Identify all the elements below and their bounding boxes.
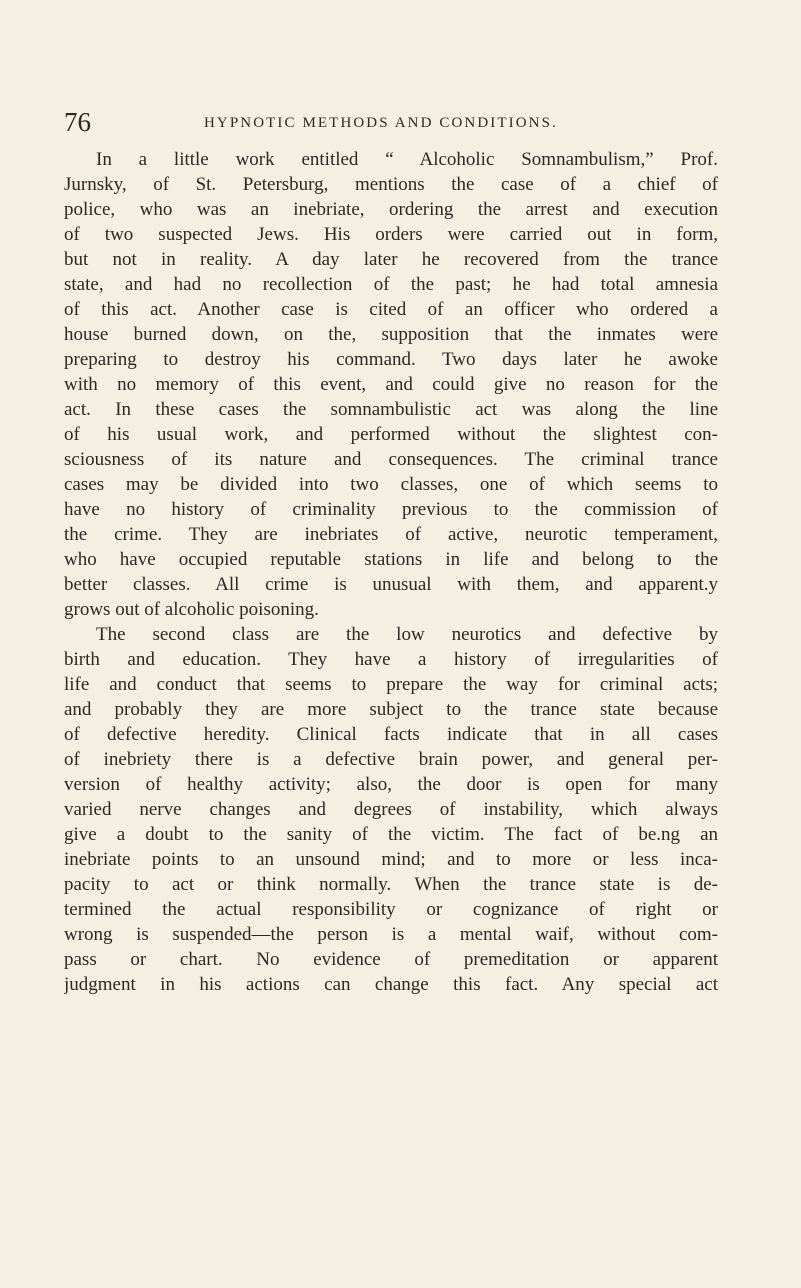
text-line: sciousness of its nature and consequences. The criminal trance <box>64 449 718 470</box>
text-line: grows out of alcoholic poisoning. <box>64 599 319 620</box>
text-line: act. In these cases the somnambulistic act was along the line <box>64 399 718 420</box>
text-line: preparing to destroy his command. Two days later he awoke <box>64 349 718 370</box>
text-line: of defective heredity. Clinical facts indicate that in all cases <box>64 724 718 745</box>
text-line: cases may be divided into two classes, one of which seems to <box>64 474 718 495</box>
text-line: pacity to act or think normally. When the trance state is de- <box>64 874 718 895</box>
text-line: and probably they are more subject to the trance state because <box>64 699 718 720</box>
text-line: of two suspected Jews. His orders were carried out in form, <box>64 224 718 245</box>
text-line: life and conduct that seems to prepare the way for criminal acts; <box>64 674 718 695</box>
body-text <box>64 147 718 997</box>
text-line: judgment in his actions can change this fact. Any special act <box>64 974 718 995</box>
text-line: version of healthy activity; also, the door is open for many <box>64 774 718 795</box>
text-line: who have occupied reputable stations in life and belong to the <box>64 549 718 570</box>
running-title: HYPNOTIC METHODS AND CONDITIONS. <box>204 115 558 131</box>
text-line: but not in reality. A day later he recovered from the trance <box>64 249 718 270</box>
text-line: with no memory of this event, and could give no reason for the <box>64 374 718 395</box>
text-line: termined the actual responsibility or cognizance of right or <box>64 899 718 920</box>
text-line: Jurnsky, of St. Petersburg, mentions the case of a chief of <box>64 174 718 195</box>
text-line: better classes. All crime is unusual with them, and apparent.y <box>64 574 718 595</box>
text-line: the crime. They are inebriates of active, neurotic temperament, <box>64 524 718 545</box>
text-line: The second class are the low neurotics and defective by <box>96 624 718 645</box>
text-line: of inebriety there is a defective brain power, and general per- <box>64 749 718 770</box>
text-line: inebriate points to an unsound mind; and to more or less inca- <box>64 849 718 870</box>
text-line: of his usual work, and performed without the slightest con- <box>64 424 718 445</box>
text-line: police, who was an inebriate, ordering the arrest and execution <box>64 199 718 220</box>
text-line: wrong is suspended—the person is a mental waif, without com- <box>64 924 718 945</box>
text-line: state, and had no recollection of the past; he had total amnesia <box>64 274 718 295</box>
text-line: birth and education. They have a history of irregularities of <box>64 649 718 670</box>
text-line: of this act. Another case is cited of an officer who ordered a <box>64 299 718 320</box>
text-line: varied nerve changes and degrees of instability, which always <box>64 799 718 820</box>
page-number: 76 <box>64 107 91 137</box>
text-line: In a little work entitled “ Alcoholic Somnambulism,” Prof. <box>96 149 718 170</box>
text-line: house burned down, on the, supposition that the inmates were <box>64 324 718 345</box>
text-line: pass or chart. No evidence of premeditation or apparent <box>64 949 718 970</box>
text-line: have no history of criminality previous to the commission of <box>64 499 718 520</box>
page-header <box>64 104 717 140</box>
text-line: give a doubt to the sanity of the victim. The fact of be.ng an <box>64 824 718 845</box>
